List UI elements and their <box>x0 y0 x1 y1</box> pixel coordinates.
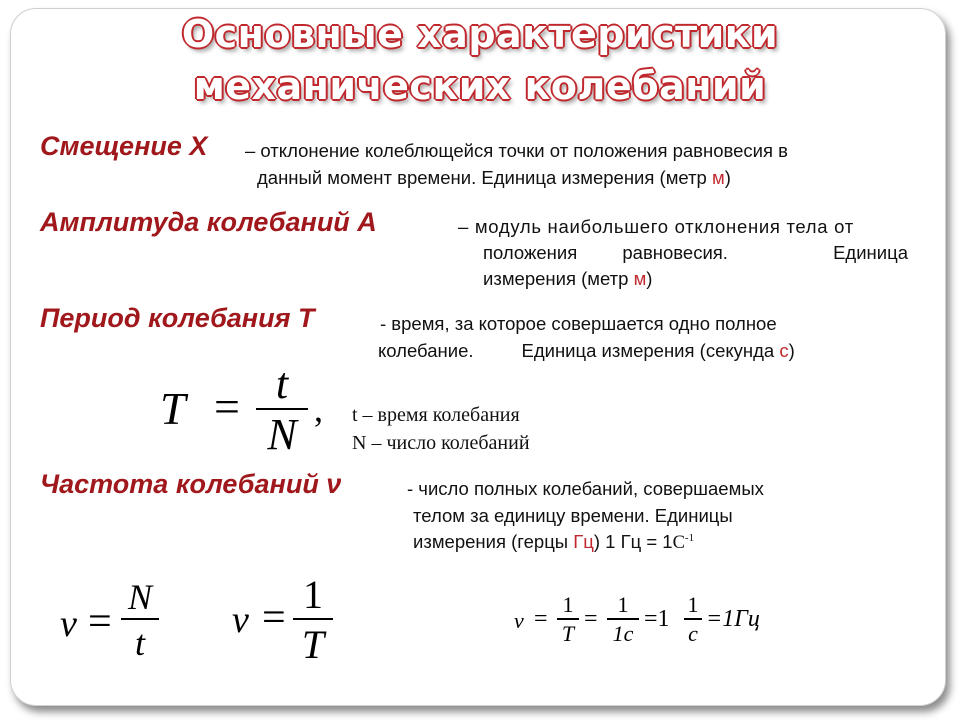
formula-freq1-equals: = <box>88 599 112 645</box>
displacement-definition-line-2: данный момент времени. Единица измерения (метр м) <box>257 167 731 188</box>
formula-freq1-lhs: ν <box>60 603 77 645</box>
unit-second: с <box>779 340 789 361</box>
formula-freq3-equals-3: =1 <box>644 606 670 632</box>
formula-period-numerator: t <box>275 359 289 408</box>
displacement-definition-line-1: – отклонение колеблющейся точки от положения равновесия в <box>245 140 788 161</box>
formula-period-comma: , <box>314 389 323 429</box>
unit-meter: м <box>633 268 647 289</box>
formula-freq3-equals: = <box>534 606 548 632</box>
slide-title-line-2: механических колебаний <box>193 64 767 108</box>
term-period: Период колебания Т <box>40 303 315 333</box>
formula-freq1-numerator: N <box>127 577 152 617</box>
formula-freq3-result: =1Гц <box>706 606 760 632</box>
formula-freq3-fraction-1: 1 T <box>556 592 580 648</box>
legend-n: N – число колебаний <box>352 432 530 454</box>
formula-freq2-lhs: ν <box>232 599 249 641</box>
term-amplitude: Амплитуда колебаний А <box>40 207 377 237</box>
amplitude-definition-line-1: – модуль наибольшего отклонения тела от <box>458 216 854 237</box>
amplitude-definition-line-2: положения равновесия. Единица <box>483 242 908 263</box>
formula-freq2-denominator: T <box>301 622 325 667</box>
formula-period-equals: = <box>214 381 240 432</box>
legend-t: t – время колебания <box>352 404 520 426</box>
unit-meter: м <box>711 167 725 188</box>
formula-freq2-fraction <box>292 572 334 670</box>
frequency-definition-line-1: - число полных колебаний, совершаемых <box>407 478 764 499</box>
period-definition-line-1: - время, за которое совершается одно полное <box>380 313 777 334</box>
frequency-definition-line-3: измерения (герцы Гц) 1 Гц = $1С^{-1}$ <box>413 531 695 553</box>
formula-freq3-fraction-2: 1 1c <box>606 592 640 648</box>
formula-period-lhs: T <box>160 383 186 434</box>
unit-hertz: Гц <box>573 531 594 552</box>
formula-period-fraction <box>256 360 308 460</box>
formula-freq2-equals: = <box>262 595 286 641</box>
formula-freq2-numerator: 1 <box>303 572 323 617</box>
formula-freq3-equals-2: = <box>584 606 598 632</box>
formula-freq1-denominator: t <box>134 623 145 663</box>
formula-freq3-fraction-3: 1 c <box>682 592 704 648</box>
amplitude-definition-line-3: измерения (метр м) <box>483 268 653 289</box>
term-displacement: Смещение Х <box>40 131 208 161</box>
frequency-definition-line-2: телом за единицу времени. Единицы <box>413 505 733 526</box>
formula-freq1-fraction <box>120 576 160 666</box>
formula-freq3-lhs: ν <box>514 608 524 633</box>
period-definition-line-2: колебание. Единица измерения (секунда с) <box>378 340 795 361</box>
formula-period-denominator: N <box>267 410 297 459</box>
slide-title-line-1: Основные характеристики <box>181 12 779 56</box>
term-frequency: Частота колебаний ν <box>40 469 342 499</box>
